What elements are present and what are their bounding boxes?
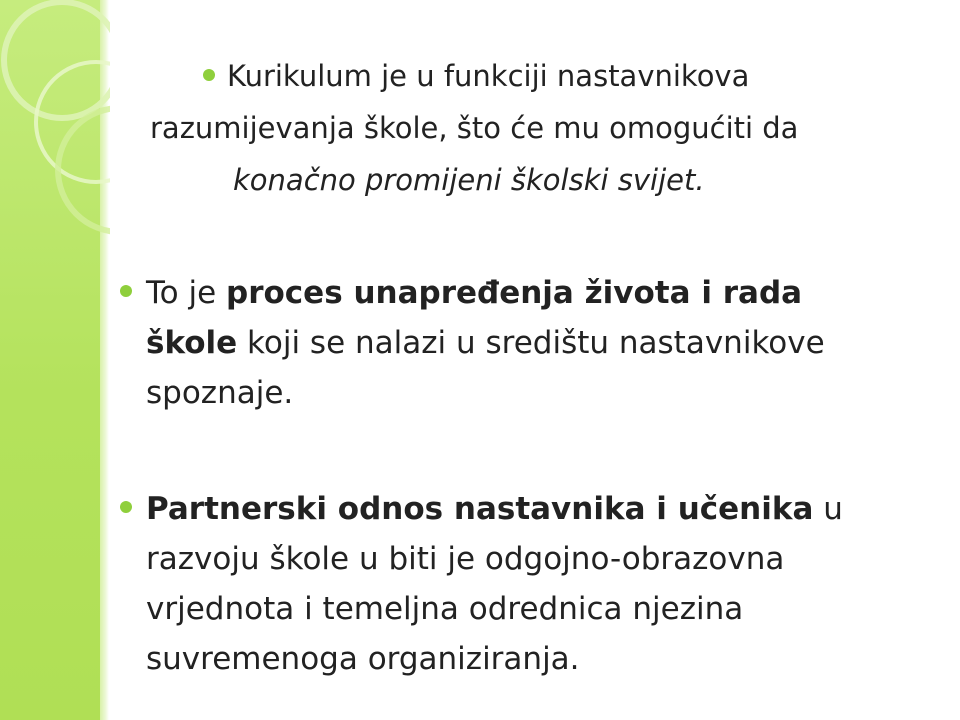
- bullet-process-bold: proces unapređenja života i rada: [226, 275, 803, 311]
- bullet-partnership: [120, 484, 920, 684]
- bullet-partnership-line-4: suvremenoga organiziranja.: [146, 641, 580, 677]
- bullet-process-prefix: To je: [146, 275, 227, 311]
- bullet-dot-icon: [120, 285, 132, 297]
- bullet-curriculum-line-2: razumijevanja škole, što će mu omogućiti da: [150, 111, 799, 145]
- bullet-partnership-line-2: razvoju škole u biti je odgojno-obrazovna: [146, 541, 785, 577]
- bullet-partnership-line-1-rest: u: [813, 491, 843, 527]
- bullet-process-line-2: [146, 318, 920, 368]
- bullet-partnership-line-3: vrjednota i temeljna odrednica njezina: [146, 591, 744, 627]
- bullet-curriculum-line-3: konačno promijeni školski svijet.: [233, 163, 705, 197]
- decorative-rings-icon: [0, 0, 110, 720]
- bullet-process-line-3: spoznaje.: [146, 375, 294, 411]
- bullet-dot-icon: [203, 69, 215, 81]
- bullet-process-line-2-bold: škole: [146, 325, 238, 361]
- bullet-curriculum-line-1: Kurikulum je u funkciji nastavnikova: [227, 59, 750, 93]
- bullet-partnership-line-1: [146, 484, 920, 534]
- bullet-process-line-1: [146, 268, 920, 318]
- bullet-curriculum: [150, 50, 903, 206]
- bullet-dot-icon: [120, 501, 132, 513]
- bullet-process: [120, 268, 920, 418]
- bullet-process-line-2-rest: koji se nalazi u središtu nastavnikove: [237, 325, 825, 361]
- bullet-partnership-bold: Partnerski odnos nastavnika i učenika: [146, 491, 814, 527]
